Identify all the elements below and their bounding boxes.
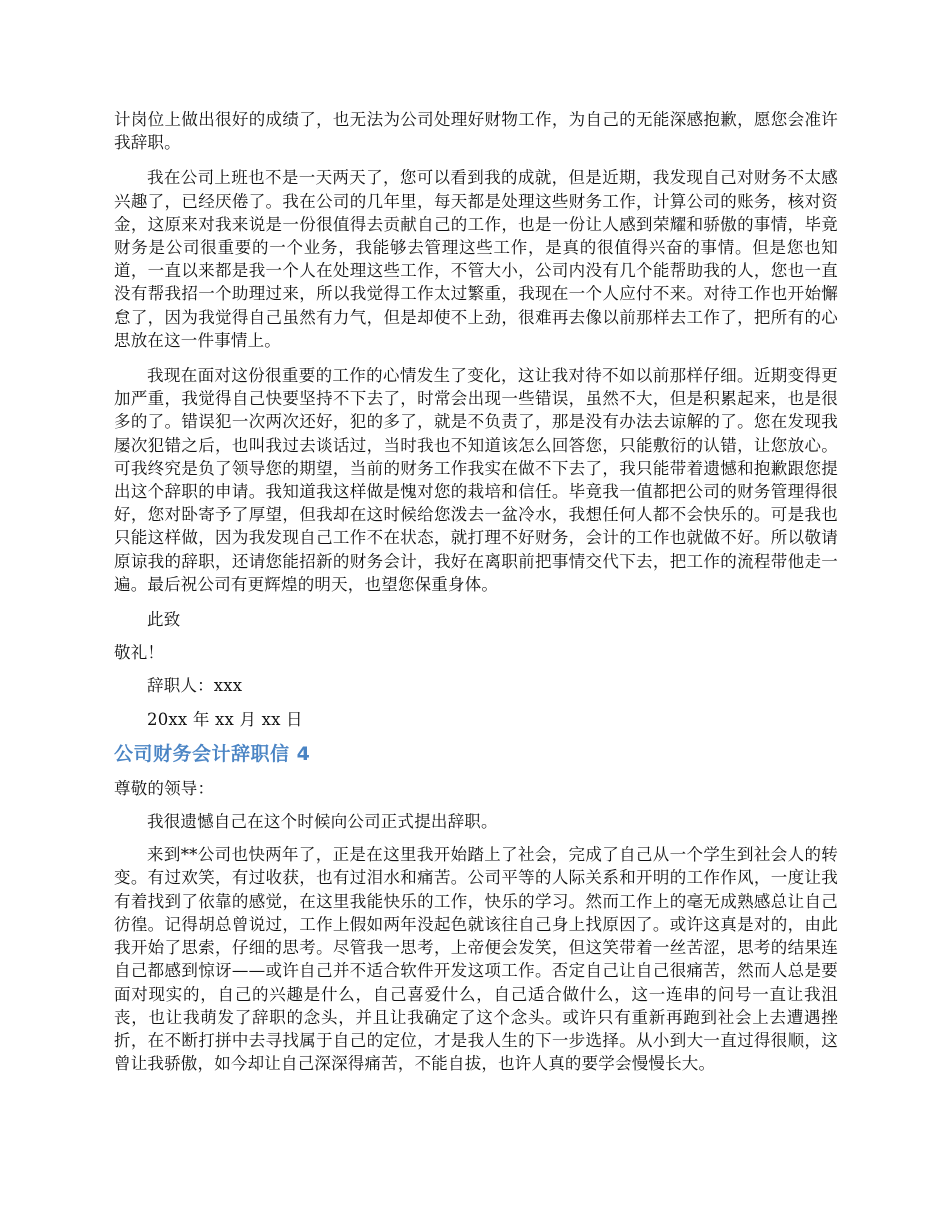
letter3-signature: 辞职人：xxx [147,676,243,696]
document-page [114,108,838,1087]
letter3-paragraph-2: 我在公司上班也不是一天两天了，您可以看到我的成就，但是近期，我发现自己对财务不太感兴趣了，已经厌倦了。我在公司的几年里，每天都是处理这些财务工作，计算公司的账务，核对资金，这原来对我来说是一份很值得去贡献自己的工作，也是一份让人感到荣耀和骄傲的事情，毕竟财务是公司很重要的一个业务，我能够去管理这些工作，是真的很值得兴奋的事情。但是您也知道，一直以来都是我一个人在处理这些工作，不管大小，公司内没有几个能帮助我的人，您也一直没有帮我招一个助理过来，所以我觉得工作太过繁重，我现在一个人应付不来。对待工作也开始懈怠了，因为我觉得自己虽然有力气，但是却使不上劲，很难再去像以前那样去工作了，把所有的心思放在这一件事情上。 [114,168,838,350]
letter4-heading: 公司财务会计辞职信 4 [114,742,311,765]
letter3-closing-salute: 敬礼！ [114,643,165,663]
letter3-paragraph-continued: 计岗位上做出很好的成绩了，也无法为公司处理好财物工作，为自己的无能深感抱歉，愿您会准许我辞职。 [114,110,838,153]
letter3-paragraph-3: 我现在面对这份很重要的工作的心情发生了变化，这让我对待不如以前那样仔细。近期变得更加严重，我觉得自己快要坚持不下去了，时常会出现一些错误，虽然不大，但是积累起来，也是很多的了。错误犯一次两次还好，犯的多了，就是不负责了，那是没有办法去谅解的了。您在发现我屡次犯错之后，也叫我过去谈话过，当时我也不知道该怎么回答您，只能敷衍的认错，让您放心。可我终究是负了领导您的期望，当前的财务工作我实在做不下去了，我只能带着遗憾和抱歉跟您提出这个辞职的申请。我知道我这样做是愧对您的栽培和信任。毕竟我一值都把公司的财务管理得很好，您对卧寄予了厚望，但我却在这时候给您泼去一盆冷水，我想任何人都不会快乐的。可是我也只能这样做，因为我发现自己工作不在状态，就打理不好财务，会计的工作也就做不好。所以敬请原谅我的辞职，还请您能招新的财务会计，我好在离职前把事情交代下去，把工作的流程带他走一遍。最后祝公司有更辉煌的明天，也望您保重身体。 [114,366,838,594]
letter4-salutation: 尊敬的领导： [114,778,215,798]
letter3-closing-greeting: 此致 [147,610,181,630]
letter4-paragraph-1: 我很遗憾自己在这个时候向公司正式提出辞职。 [147,812,498,832]
letter3-date: 20xx 年 xx 月 xx 日 [147,709,303,729]
letter4-paragraph-2: 来到**公司也快两年了，正是在这里我开始踏上了社会，完成了自己从一个学生到社会人的转变。有过欢笑，有过收获，也有过泪水和痛苦。公司平等的人际关系和开明的工作作风，一度让我有着找到了依靠的感觉，在这里我能快乐的工作，快乐的学习。然而工作上的毫无成熟感总让自己彷徨。记得胡总曾说过，工作上假如两年没起色就该往自己身上找原因了。或许这真是对的，由此我开始了思索，仔细的思考。尽管我一思考，上帝便会发笑，但这笑带着一丝苦涩，思考的结果连自己都感到惊讶——或许自己并不适合软件开发这项工作。否定自己让自己很痛苦，然而人总是要面对现实的，自己的兴趣是什么，自己喜爱什么，自己适合做什么，这一连串的问号一直让我沮丧，也让我萌发了辞职的念头，并且让我确定了这个念头。或许只有重新再跑到社会上去遭遇挫折，在不断打拼中去寻找属于自己的定位，才是我人生的下一步选择。从小到大一直过得很顺，这曾让我骄傲，如今却让自己深深得痛苦，不能自拔，也许人真的要学会慢慢长大。 [114,845,838,1074]
